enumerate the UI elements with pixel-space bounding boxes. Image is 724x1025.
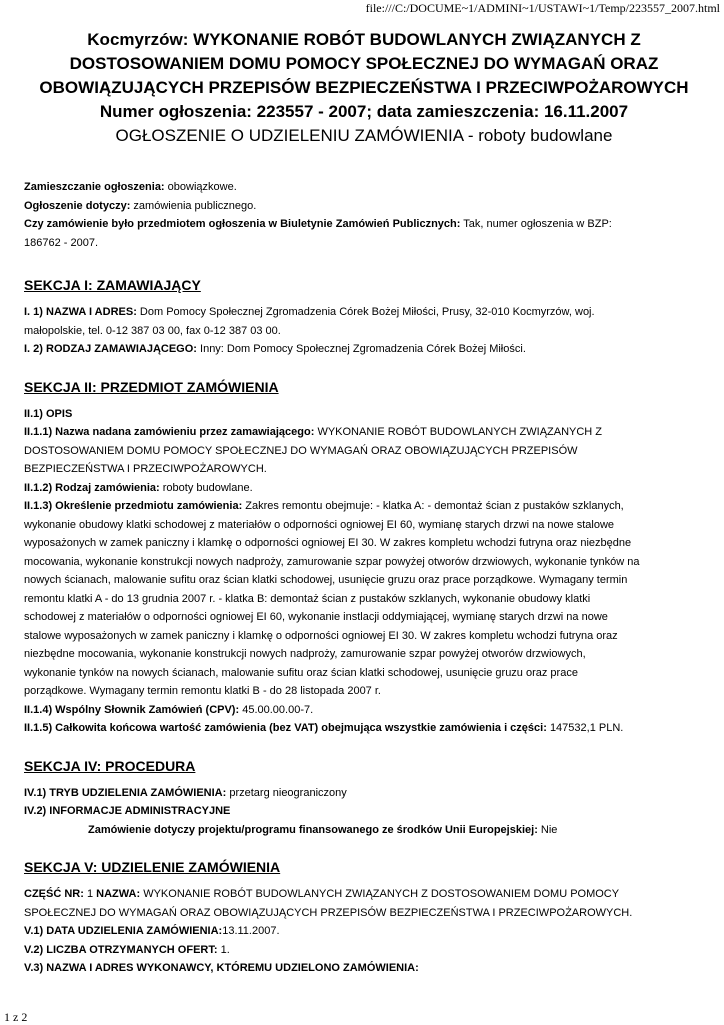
description-label — [24, 405, 704, 424]
order-name-cont: BEZPIECZEŃSTWA I PRZECIWPOŻAROWYCH. — [24, 463, 267, 475]
section-4-heading: SEKCJA IV: PROCEDURA — [24, 757, 196, 774]
placement-line — [24, 178, 704, 197]
contractor-line — [24, 959, 704, 978]
orderer-type-line — [24, 340, 704, 359]
total-value-line — [24, 719, 704, 738]
section-2-heading: SEKCJA II: PRZEDMIOT ZAMÓWIENIA — [24, 378, 279, 395]
file-url: file:///C:/DOCUME~1/ADMINI~1/USTAWI~1/Temp/223557_2007.html — [365, 1, 720, 15]
subject-cont: porządkowe. Wymagany termin remontu klatki B - do 28 listopada 2007 r. — [24, 685, 381, 697]
subject-cont: remontu klatki A - do 13 grudnia 2007 r. - klatka B: demontaż ścian z pustaków szklanych, wykonanie obudowy klatki — [24, 592, 591, 605]
order-kind-line — [24, 479, 704, 498]
orderer-name-label: I. 1) NAZWA I ADRES: — [24, 306, 137, 318]
part-name-label: NAZWA: — [96, 888, 141, 900]
concerns-line — [24, 197, 704, 216]
procedure-mode-label: IV.1) TRYB UDZIELENIA ZAMÓWIENIA: — [24, 786, 227, 799]
order-kind-label: II.1.2) Rodzaj zamówienia: — [24, 481, 160, 494]
subject-cont: mocowania, wykonanie konstrukcji nowych nadproży, zamurowanie szpar powyżej otworów drzwiowych, wykonanie tynków na — [24, 555, 640, 568]
award-date-value: 13.11.2007. — [222, 925, 280, 937]
total-value-label: II.1.5) Całkowita końcowa wartość zamówienia (bez VAT) obejmująca wszystkie zamówienia i części: — [24, 722, 547, 734]
orderer-type-value: Inny: Dom Pomocy Społecznej Zgromadzenia Córek Bożej Miłości. — [200, 343, 526, 355]
concerns-value: zamówienia publicznego. — [133, 199, 257, 212]
document-body — [24, 28, 704, 978]
notice-title — [24, 28, 704, 124]
orderer-name-line — [24, 303, 704, 322]
offers-count-value: 1. — [220, 943, 230, 956]
notice-number-line: Numer ogłoszenia: 223557 - 2007; data zamieszczenia: 16.11.2007 — [99, 102, 629, 121]
award-date-label: V.1) DATA UDZIELENIA ZAMÓWIENIA: — [24, 925, 223, 937]
orderer-type-label: I. 2) RODZAJ ZAMAWIAJĄCEGO: — [24, 343, 197, 355]
orderer-contact: małopolskie, tel. 0-12 387 03 00, fax 0-12 387 03 00. — [24, 324, 281, 337]
bzp-value: Tak, numer ogłoszenia w BZP: — [463, 218, 612, 230]
notice-info — [24, 178, 704, 252]
order-kind-value: roboty budowlane. — [162, 481, 253, 494]
order-name-line — [24, 423, 704, 442]
cpv-value: 45.00.00.00-7. — [242, 703, 314, 716]
subject-cont: wykonanie obudowy klatki schodowej z materiałów o odporności ogniowej EI 60, wymianę starych drzwi na nowe stalowe — [24, 518, 615, 531]
bzp-number: 186762 - 2007. — [24, 236, 99, 249]
description-label-text: II.1) OPIS — [24, 407, 73, 420]
offers-count-label: V.2) LICZBA OTRZYMANYCH OFERT: — [24, 943, 218, 956]
cpv-line — [24, 701, 704, 720]
part-label: CZĘŚĆ NR: — [24, 888, 84, 900]
placement-label: Zamieszczanie ogłoszenia: — [24, 181, 165, 193]
title-line: Kocmyrzów: WYKONANIE ROBÓT BUDOWLANYCH ZWIĄZANYCH Z — [87, 30, 641, 49]
bzp-label: Czy zamówienie było przedmiotem ogłoszenia w Biuletynie Zamówień Publicznych: — [24, 218, 461, 230]
concerns-label: Ogłoszenie dotyczy: — [24, 199, 131, 212]
subject-cont: niezbędne mocowania, wykonanie konstrukcji nowych nadproży, zamurowanie szpar powyżej otworów drzwiowych, — [24, 648, 586, 660]
page-indicator: 1 z 2 — [4, 1010, 28, 1024]
order-name-label: II.1.1) Nazwa nadana zamówieniu przez zamawiającego: — [24, 426, 315, 438]
orderer-name-value: Dom Pomocy Społecznej Zgromadzenia Córek Bożej Miłości, Prusy, 32-010 Kocmyrzów, woj. — [139, 306, 595, 318]
part-name-cont: SPOŁECZNEJ DO WYMAGAŃ ORAZ OBOWIĄZUJĄCYCH PRZEPISÓW BEZPIECZEŃSTWA I PRZECIWPOŻAROWYCH. — [24, 906, 633, 919]
admin-info-label: IV.2) INFORMACJE ADMINISTRACYJNE — [24, 805, 231, 817]
subject-cont: wykonanie tynków na nowych ścianach, malowanie sufitu oraz ścian klatki schodowej, usunięcie gruzu oraz prace — [24, 666, 578, 679]
part-number: 1 — [86, 888, 94, 900]
award-date-line — [24, 922, 704, 941]
subject-cont: schodowej z materiałów o odporności ogniowej EI 60, wykonanie instlacji oddymiającej, wymianę starych drzwi na nowe — [24, 611, 608, 623]
subject-cont: wyposażonych w zamek paniczny i klamkę o odporności ogniowej EI 30. W zakres kompletu wchodzi futryna oraz niezbędne — [24, 537, 632, 549]
procedure-mode-line — [24, 784, 704, 803]
eu-funding-value: Nie — [540, 823, 558, 836]
cpv-label: II.1.4) Wspólny Słownik Zamówień (CPV): — [24, 703, 240, 716]
subject-label: II.1.3) Określenie przedmiotu zamówienia: — [24, 500, 243, 512]
placement-value: obowiązkowe. — [167, 181, 237, 193]
part-name-value: WYKONANIE ROBÓT BUDOWLANYCH ZWIĄZANYCH Z DOSTOSOWANIEM DOMU POMOCY — [143, 888, 620, 900]
order-name-value: WYKONANIE ROBÓT BUDOWLANYCH ZWIĄZANYCH Z — [317, 426, 603, 438]
admin-info-line — [24, 802, 704, 821]
subject-value: Zakres remontu obejmuje: - klatka A: - demontaż ścian z pustaków szklanych, — [245, 500, 624, 512]
eu-funding-line — [24, 821, 704, 840]
section-5-heading: SEKCJA V: UDZIELENIE ZAMÓWIENIA — [24, 859, 281, 875]
part-line — [24, 885, 704, 904]
section-1-heading: SEKCJA I: ZAMAWIAJĄCY — [24, 277, 201, 293]
title-line: DOSTOSOWANIEM DOMU POMOCY SPOŁECZNEJ DO WYMAGAŃ ORAZ — [69, 54, 659, 73]
notice-subtitle: OGŁOSZENIE O UDZIELENIU ZAMÓWIENIA - roboty budowlane — [115, 126, 613, 145]
order-name-cont: DOSTOSOWANIEM DOMU POMOCY SPOŁECZNEJ DO WYMAGAŃ ORAZ OBOWIĄZUJĄCYCH PRZEPISÓW — [24, 444, 578, 457]
offers-count-line — [24, 941, 704, 960]
subject-cont: nowych ścianach, malowanie sufitu oraz ścian klatki schodowej, usunięcie gruzu oraz prace porządkowe. Wymagany termin — [24, 574, 628, 586]
title-line: OBOWIĄZUJĄCYCH PRZEPISÓW BEZPIECZEŃSTWA I PRZECIWPOŻAROWYCH — [39, 78, 689, 97]
subject-line — [24, 497, 704, 516]
procedure-mode-value: przetarg nieograniczony — [229, 786, 347, 799]
bzp-line — [24, 215, 704, 234]
eu-funding-label: Zamówienie dotyczy projektu/programu finansowanego ze środków Unii Europejskiej: — [88, 823, 538, 836]
subject-cont: stalowe wyposażonych w zamek paniczny i klamkę o odporności ogniowej EI 30. W zakres kompletu wchodzi futryna oraz — [24, 629, 618, 642]
total-value: 147532,1 PLN. — [549, 722, 624, 734]
contractor-label: V.3) NAZWA I ADRES WYKONAWCY, KTÓREMU UDZIELONO ZAMÓWIENIA: — [24, 962, 419, 974]
